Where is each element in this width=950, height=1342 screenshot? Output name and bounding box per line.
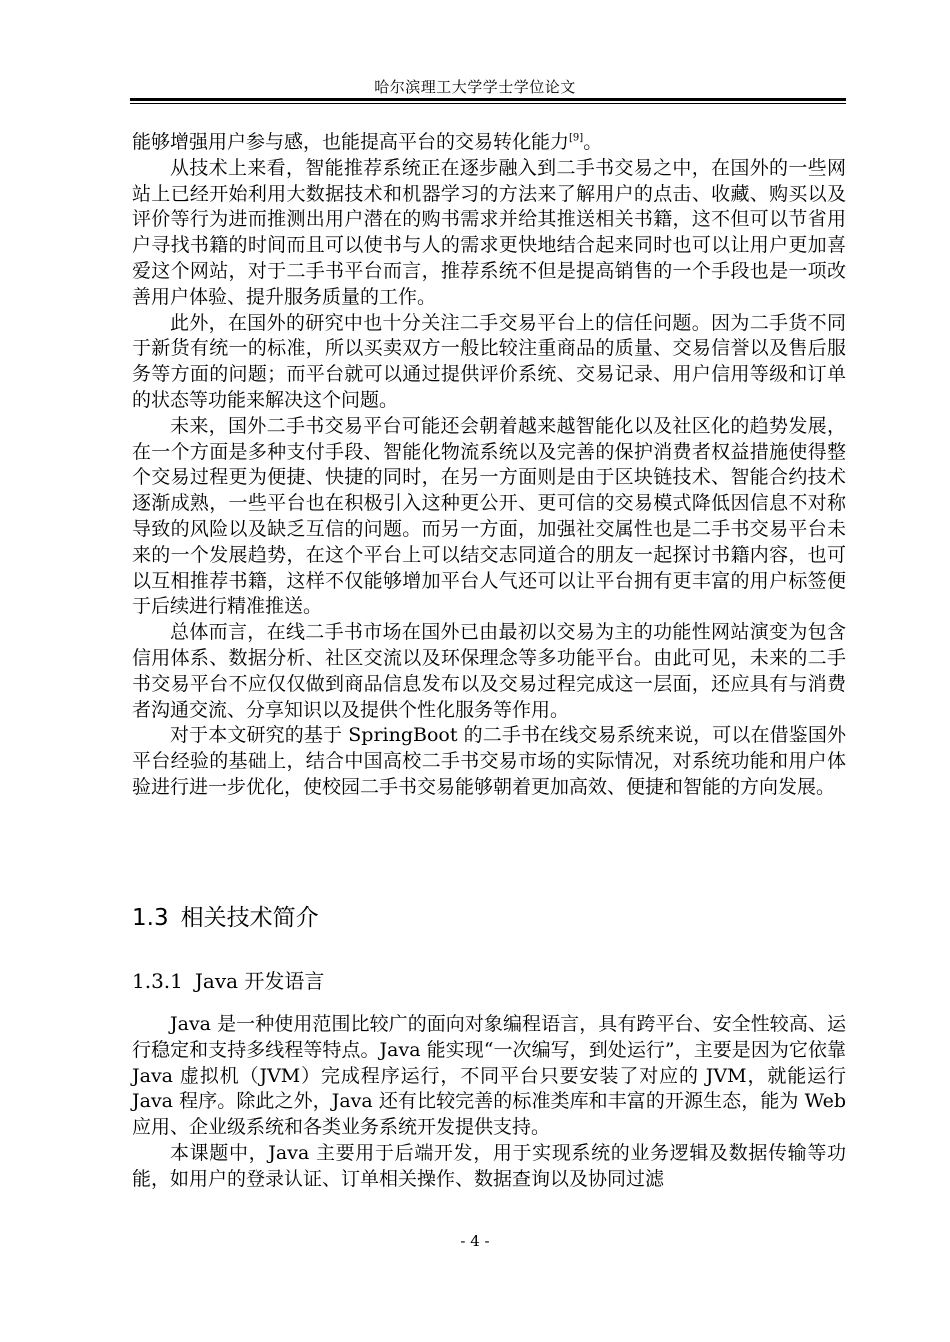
body-section-b: [132, 1012, 846, 1193]
paragraph: 此外，在国外的研究中也十分关注二手交易平台上的信任问题。因为二手货不同于新货有统一的标准，所以买卖双方一般比较注重商品的质量、交易信誉以及售后服务等方面的问题；而平台就可以通过提供评价系统、交易记录、用户信用等级和订单的状态等功能来解决这个问题。: [132, 311, 846, 411]
paragraph-text: 能够增强用户参与感，也能提高平台的交易转化能力: [132, 131, 570, 153]
header-rule-thick: [130, 98, 846, 101]
paragraph: 从技术上来看，智能推荐系统正在逐步融入到二手书交易之中，在国外的一些网站上已经开始利用大数据技术和机器学习的方法来了解用户的点击、收藏、购买以及评价等行为进而推测出用户潜在的购书需求并给其推送相关书籍，这不但可以节省用户寻找书籍的时间而且可以使书与人的需求更快地结合起来同时也可以让用户更加喜爱这个网站，对于二手书平台而言，推荐系统不但是提高销售的一个手段也是一项改善用户体验、提升服务质量的工作。: [132, 156, 846, 308]
citation-ref: [9]: [569, 132, 584, 144]
section-number: 1.3: [132, 905, 169, 931]
paragraph: [132, 130, 846, 156]
subsection-number: 1.3.1: [132, 969, 183, 993]
paragraph: 未来，国外二手书交易平台可能还会朝着越来越智能化以及社区化的趋势发展，在一个方面是多种支付手段、智能化物流系统以及完善的保护消费者权益措施使得整个交易过程更为便捷、快捷的同时，在另一方面则是由于区块链技术、智能合约技术逐渐成熟，一些平台也在积极引入这种更公开、更可信的交易模式降低因信息不对称导致的风险以及缺乏互信的问题。而另一方面，加强社交属性也是二手书交易平台未来的一个发展趋势，在这个平台上可以结交志同道合的朋友一起探讨书籍内容，也可以互相推荐书籍，这样不仅能够增加平台人气还可以让平台拥有更丰富的用户标签便于后续进行精准推送。: [132, 414, 846, 618]
paragraph: 本课题中，Java 主要用于后端开发，用于实现系统的业务逻辑及数据传输等功能，如用户的登录认证、订单相关操作、数据查询以及协同过滤: [132, 1141, 846, 1190]
running-header: 哈尔滨理工大学学士学位论文: [374, 78, 576, 96]
paragraph: Java 是一种使用范围比较广的面向对象编程语言，具有跨平台、安全性较高、运行稳定和支持多线程等特点。Java 能实现“一次编写，到处运行”，主要是因为它依靠 Java 虚拟机（JVM）完成程序运行，不同平台只要安装了对应的 JVM，就能运行 Java 程序。除此之外，Java 还有比较完善的标准类库和丰富的开源生态，能为 Web 应用、企业级系统和各类业务系统开发提供支持。: [132, 1013, 846, 1139]
header-rule-thin: [130, 103, 846, 104]
paragraph: 对于本文研究的基于 SpringBoot 的二手书在线交易系统来说，可以在借鉴国外平台经验的基础上，结合中国高校二手书交易市场的实际情况，对系统功能和用户体验进行进一步优化，使校园二手书交易能够朝着更加高效、便捷和智能的方向发展。: [132, 724, 846, 798]
subsection-heading: [132, 967, 324, 995]
paragraph: 总体而言，在线二手书市场在国外已由最初以交易为主的功能性网站演变为包含信用体系、数据分析、社区交流以及环保理念等多功能平台。由此可见，未来的二手书交易平台不应仅仅做到商品信息发布以及交易过程完成这一层面，还应具有与消费者沟通交流、分享知识以及提供个性化服务等作用。: [132, 621, 846, 721]
page-number: - 4 -: [460, 1232, 490, 1250]
section-title: 相关技术简介: [180, 905, 319, 931]
paragraph-end: 。: [583, 131, 603, 153]
body-section-a: [132, 130, 846, 801]
section-heading: [132, 903, 319, 933]
subsection-title: Java 开发语言: [194, 969, 325, 993]
